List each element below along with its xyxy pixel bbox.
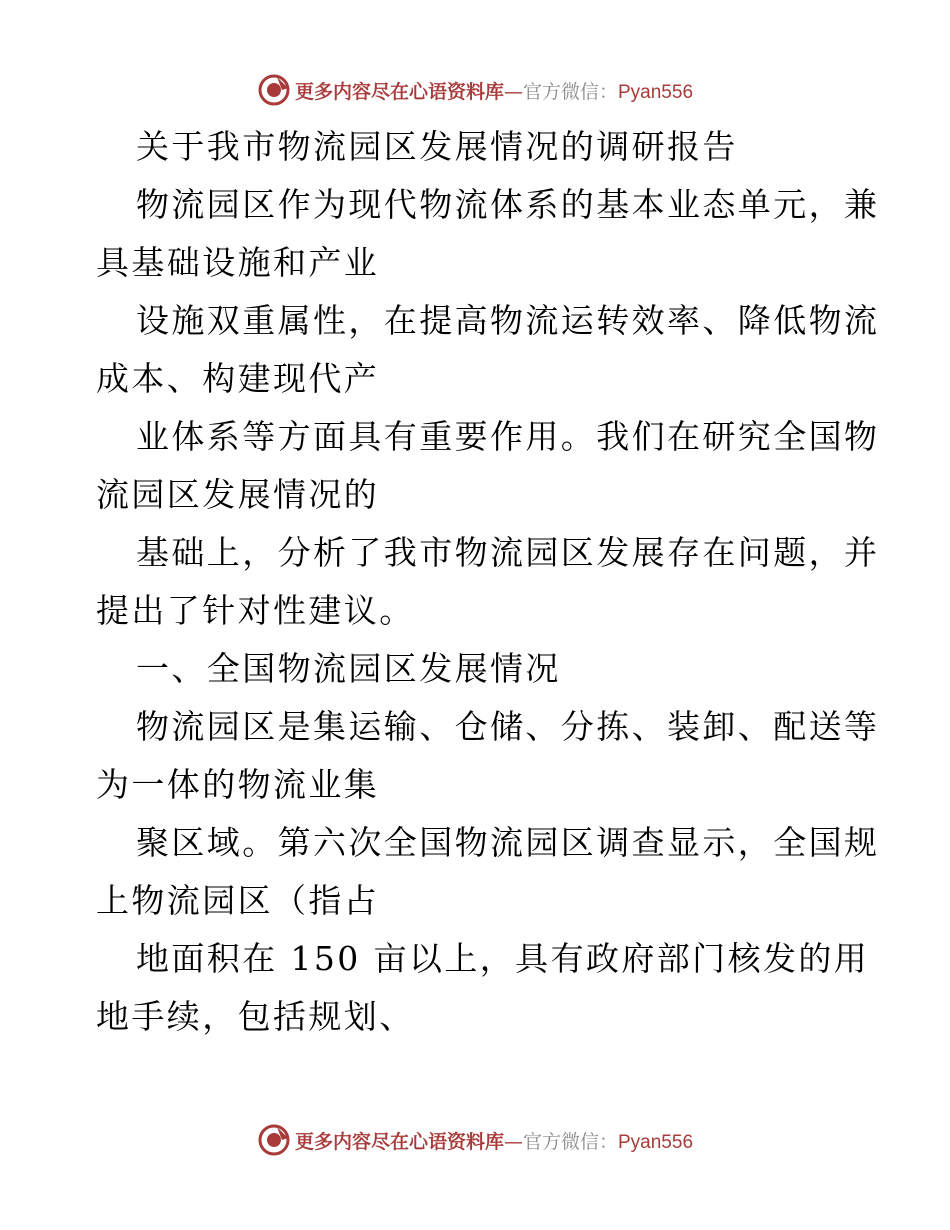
document-line: 地面积在 150 亩以上，具有政府部门核发的用 xyxy=(136,939,870,978)
document-line: 设施双重属性，在提高物流运转效率、降低物流 xyxy=(136,301,880,340)
footer-banner-label: 官方微信： xyxy=(522,1130,618,1153)
document-line: 物流园区作为现代物流体系的基本业态单元，兼 xyxy=(136,185,880,224)
header-banner-text xyxy=(295,77,693,104)
footer-banner-dash: — xyxy=(503,1130,523,1153)
document-line: 上物流园区（指占 xyxy=(96,881,380,920)
header-banner-dash: — xyxy=(503,80,523,103)
document-line: 物流园区是集运输、仓储、分拣、装卸、配送等 xyxy=(136,707,880,746)
brand-logo-icon xyxy=(257,73,291,107)
footer-banner-id: Pyan556 xyxy=(618,1131,694,1153)
document-line: 聚区域。第六次全国物流园区调查显示，全国规 xyxy=(136,823,880,862)
document-line: 流园区发展情况的 xyxy=(96,475,380,514)
footer-banner-main: 更多内容尽在心语资料库 xyxy=(294,1130,504,1153)
header-banner-main: 更多内容尽在心语资料库 xyxy=(294,80,504,103)
section-heading: 一、全国物流园区发展情况 xyxy=(136,649,561,688)
document-body xyxy=(96,118,880,1046)
document-line: 基础上，分析了我市物流园区发展存在问题，并 xyxy=(136,533,880,572)
brand-logo-icon xyxy=(257,1123,291,1157)
header-banner-id: Pyan556 xyxy=(618,81,694,103)
document-line: 业体系等方面具有重要作用。我们在研究全国物 xyxy=(136,417,880,456)
document-line: 为一体的物流业集 xyxy=(96,765,380,804)
document-line: 具基础设施和产业 xyxy=(96,243,380,282)
document-line: 提出了针对性建议。 xyxy=(96,591,415,630)
header-banner-label: 官方微信： xyxy=(522,80,618,103)
document-title: 关于我市物流园区发展情况的调研报告 xyxy=(136,127,738,166)
header-banner xyxy=(0,70,950,110)
document-line: 地手续，包括规划、 xyxy=(96,997,415,1036)
footer-banner-text xyxy=(295,1127,693,1154)
document-line: 成本、构建现代产 xyxy=(96,359,380,398)
footer-banner xyxy=(0,1120,950,1160)
